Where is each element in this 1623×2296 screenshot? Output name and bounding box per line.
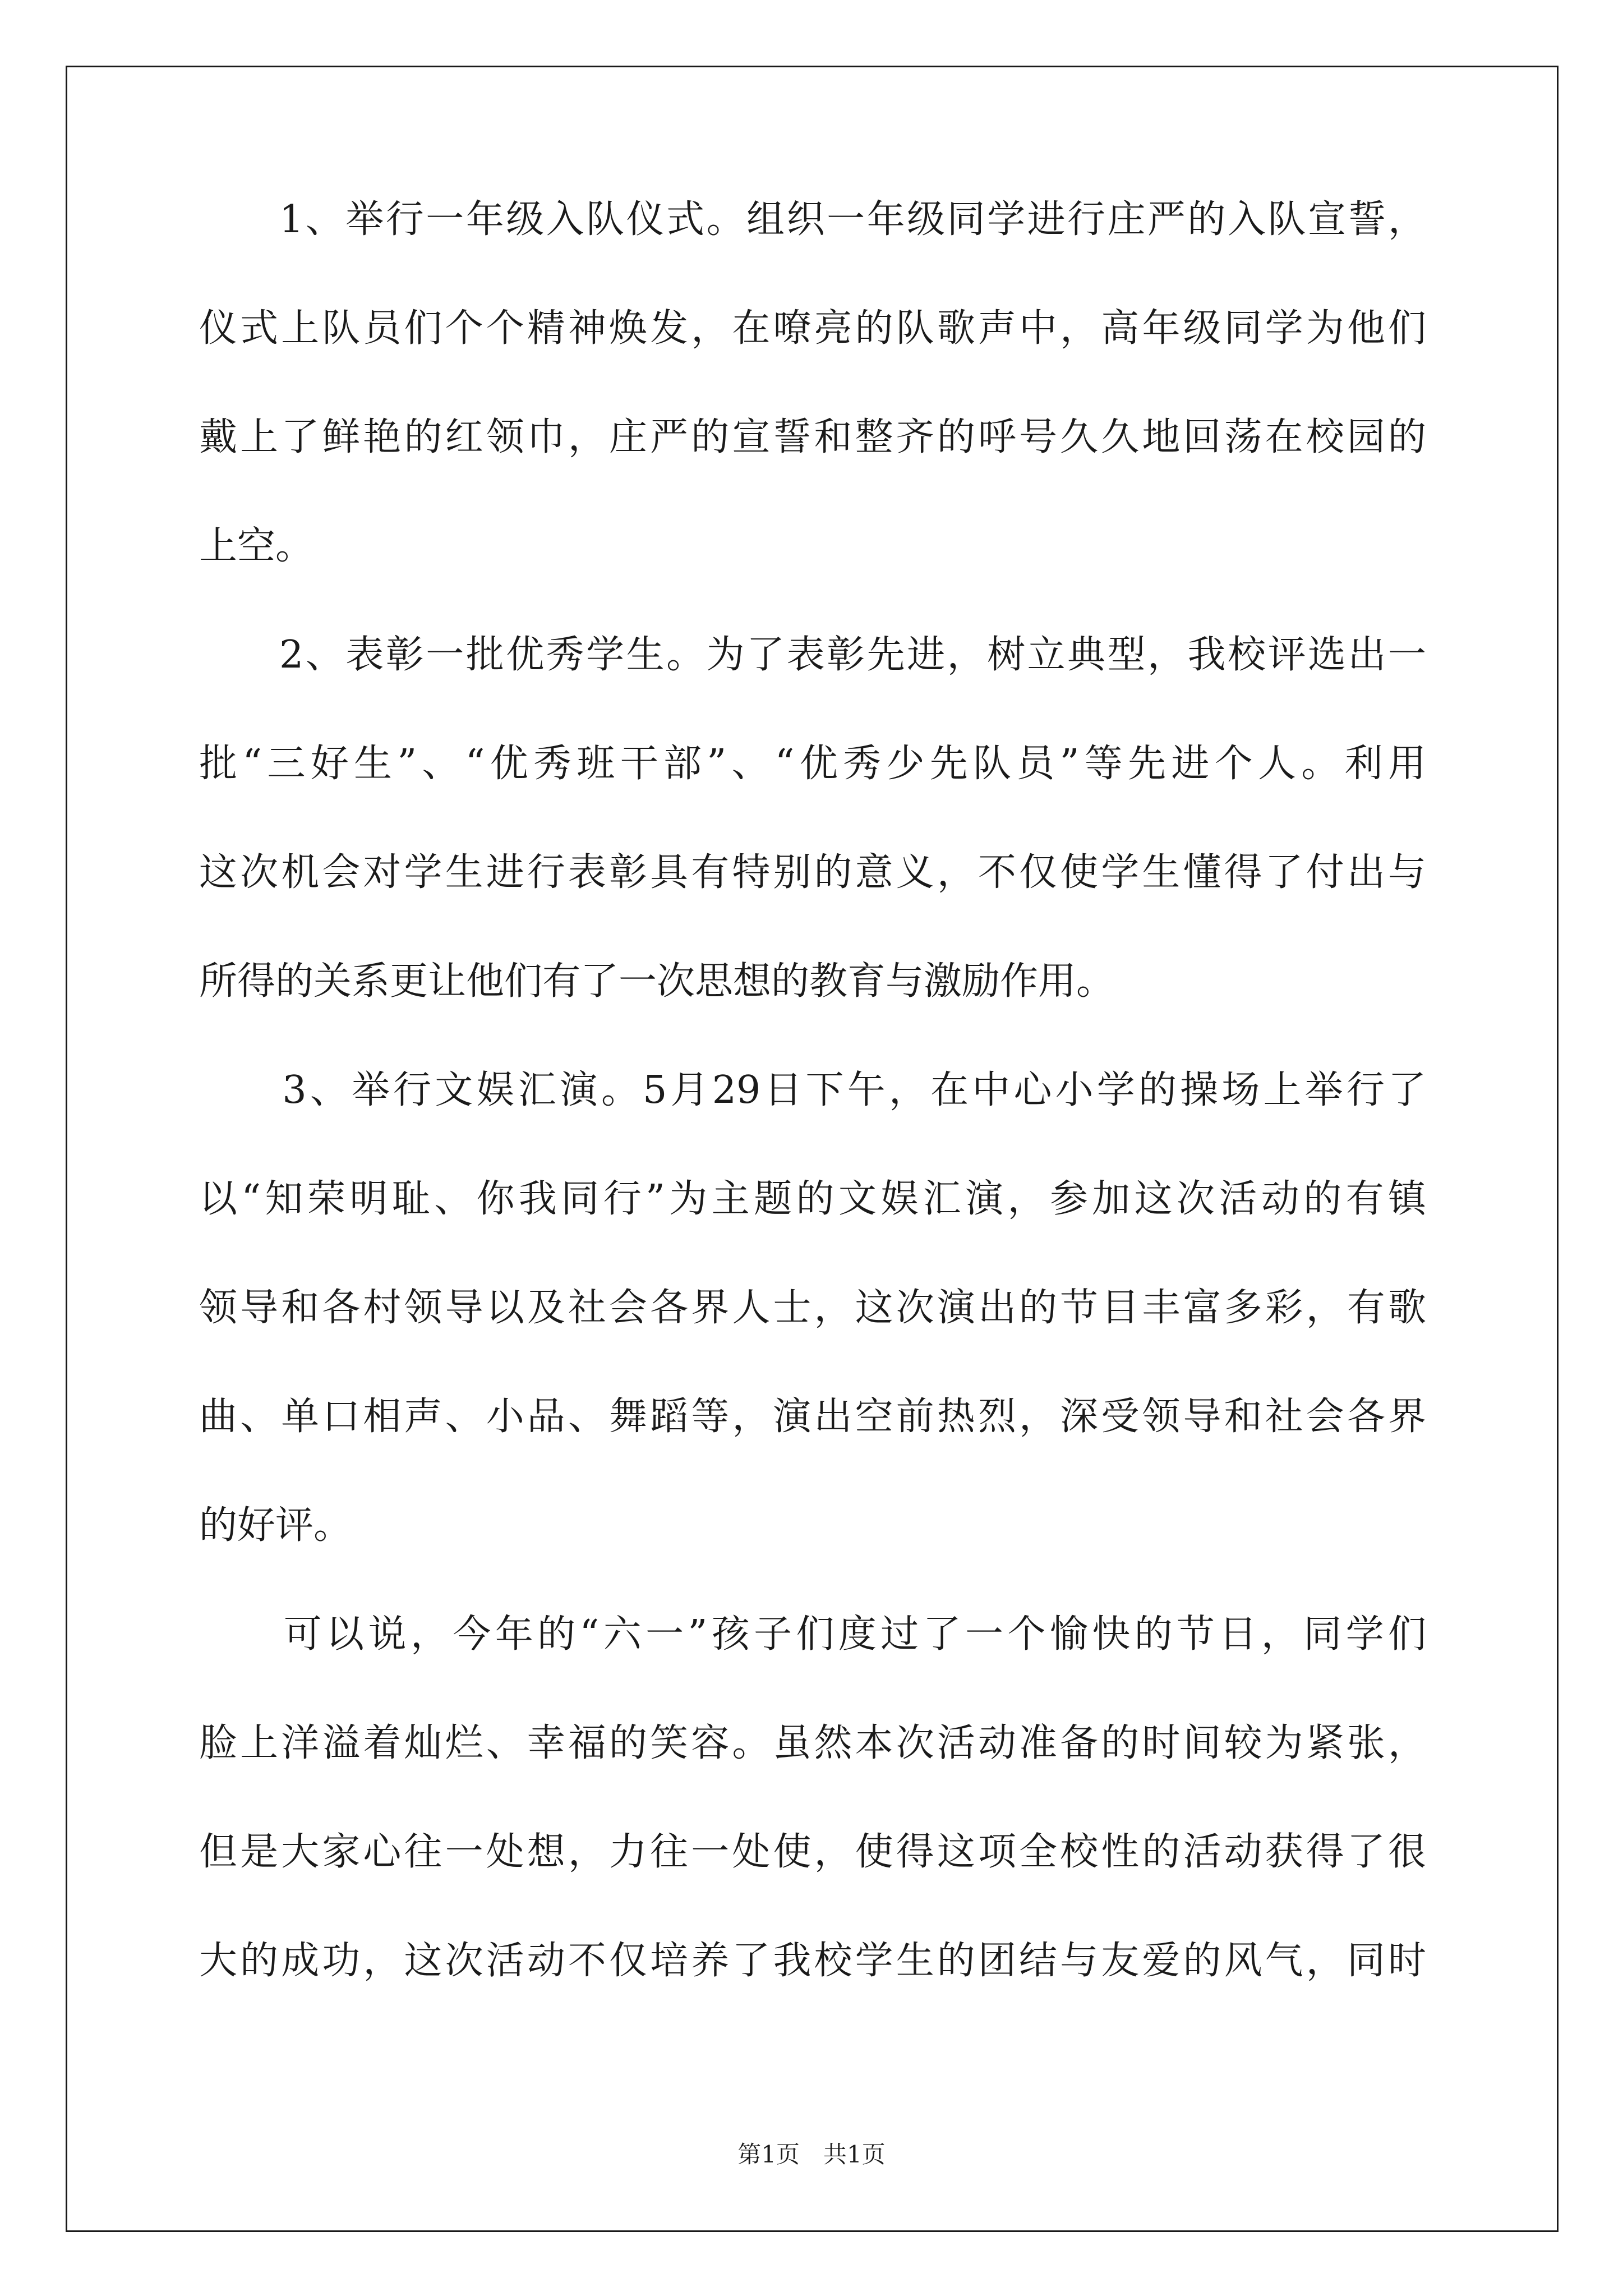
text-line: 可以说，今年的“六一”孩子们度过了一个愉快的节日，同学们: [199, 1612, 1426, 1657]
text-line: 这次机会对学生进行表彰具有特别的意义，不仅使学生懂得了付出与: [199, 850, 1426, 895]
text-line: 但是大家心往一处想，力往一处使，使得这项全校性的活动获得了很: [199, 1830, 1426, 1874]
text-line: 领导和各村领导以及社会各界人士，这次演出的节目丰富多彩，有歌: [199, 1286, 1426, 1330]
page-border: [66, 66, 1559, 2232]
text-line: 大的成功，这次活动不仅培养了我校学生的团结与友爱的风气，同时: [199, 1939, 1426, 1983]
text-line: 所得的关系更让他们有了一次思想的教育与激励作用。: [199, 959, 1115, 1004]
text-line: 2、表彰一批优秀学生。为了表彰先进，树立典型，我校评选出一: [199, 633, 1426, 677]
text-line: 上空。: [199, 524, 314, 568]
text-line: 3、举行文娱汇演。5月29日下午，在中心小学的操场上举行了: [199, 1068, 1426, 1112]
text-line: 以“知荣明耻、你我同行”为主题的文娱汇演，参加这次活动的有镇: [199, 1177, 1426, 1221]
text-line: 戴上了鲜艳的红领巾，庄严的宣誓和整齐的呼号久久地回荡在校园的: [199, 415, 1426, 459]
text-line: 的好评。: [199, 1503, 352, 1548]
page-footer: 第1页 共1页: [737, 2141, 886, 2168]
text-line: 批“三好生”、“优秀班干部”、“优秀少先队员”等先进个人。利用: [199, 742, 1426, 786]
text-line: 曲、单口相声、小品、舞蹈等，演出空前热烈，深受领导和社会各界: [199, 1395, 1426, 1439]
text-line: 仪式上队员们个个精神焕发，在嘹亮的队歌声中，高年级同学为他们: [199, 306, 1426, 351]
text-line: 1、举行一年级入队仪式。组织一年级同学进行庄严的入队宣誓，: [199, 197, 1426, 242]
text-line: 脸上洋溢着灿烂、幸福的笑容。虽然本次活动准备的时间较为紧张，: [199, 1721, 1426, 1765]
